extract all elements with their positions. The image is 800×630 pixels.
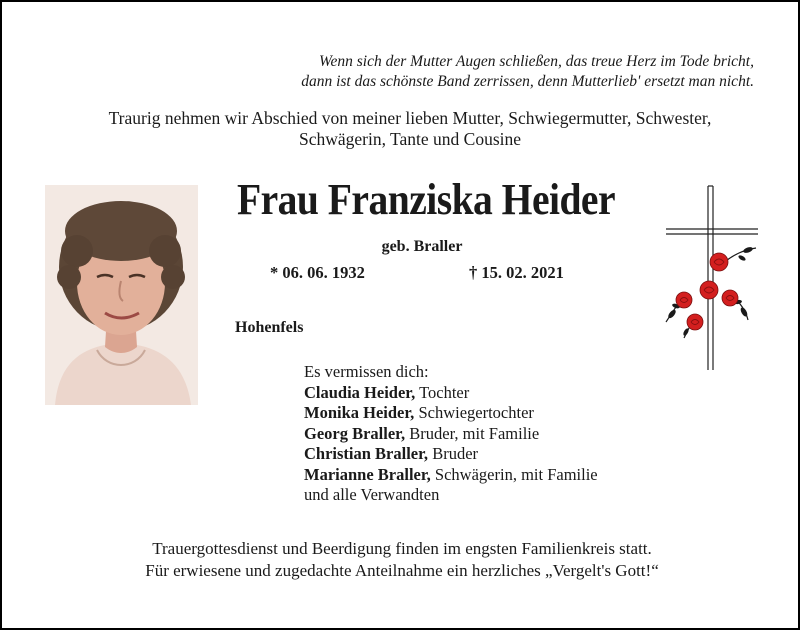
mourner-relation: Tochter <box>415 382 470 402</box>
mourner-relation: Schwiegertochter <box>414 403 534 422</box>
poem-line-2: dann ist das schönste Band zerrissen, denn Mutterlieb' ersetzt man nicht. <box>301 73 754 90</box>
poem <box>154 52 754 92</box>
mourner-relation: Schwägerin, mit Familie <box>430 464 598 484</box>
mourner-relation: Bruder, mit Familie <box>405 423 540 443</box>
mourners-closing: und alle Verwandten <box>304 485 440 504</box>
mourner-name: Monika Heider, <box>304 403 415 422</box>
mourner-name: Christian Braller, <box>304 444 429 463</box>
mourners-list <box>304 362 724 506</box>
list-item <box>304 444 724 465</box>
deceased-name: Frau Franziska Heider <box>236 175 615 224</box>
mourners-heading: Es vermissen dich: <box>304 362 429 381</box>
portrait-illustration <box>45 185 198 405</box>
intro-line-2: Schwägerin, Tante und Cousine <box>298 129 522 149</box>
service-notice <box>42 538 762 582</box>
intro-text <box>42 108 778 150</box>
cross-with-roses-icon <box>662 184 762 374</box>
intro-line-1: Traurig nehmen wir Abschied von meiner lieben Mutter, Schwiegermutter, Schwester, <box>108 108 712 128</box>
mourner-name: Marianne Braller, <box>304 464 431 484</box>
footer-line-1: Trauergottesdienst und Beerdigung finden im engsten Familienkreis statt. <box>152 539 652 558</box>
list-item <box>304 403 724 424</box>
footer-line-2: Für erwiesene und zugedachte Anteilnahme ein herzliches „Vergelt's Gott!“ <box>145 561 659 580</box>
mourner-relation: Bruder <box>428 444 479 463</box>
mourner-name: Claudia Heider, <box>304 382 416 402</box>
portrait-photo <box>45 185 198 405</box>
mourner-name: Georg Braller, <box>304 423 406 443</box>
poem-line-1: Wenn sich der Mutter Augen schließen, das treue Herz im Tode bricht, <box>319 53 754 70</box>
birth-name: geb. Braller <box>381 238 463 255</box>
list-item <box>304 465 724 486</box>
hometown: Hohenfels <box>235 319 304 336</box>
death-date: † 15. 02. 2021 <box>469 263 564 282</box>
list-item <box>304 424 724 445</box>
birth-date: * 06. 06. 1932 <box>270 263 365 282</box>
list-item <box>304 383 724 404</box>
